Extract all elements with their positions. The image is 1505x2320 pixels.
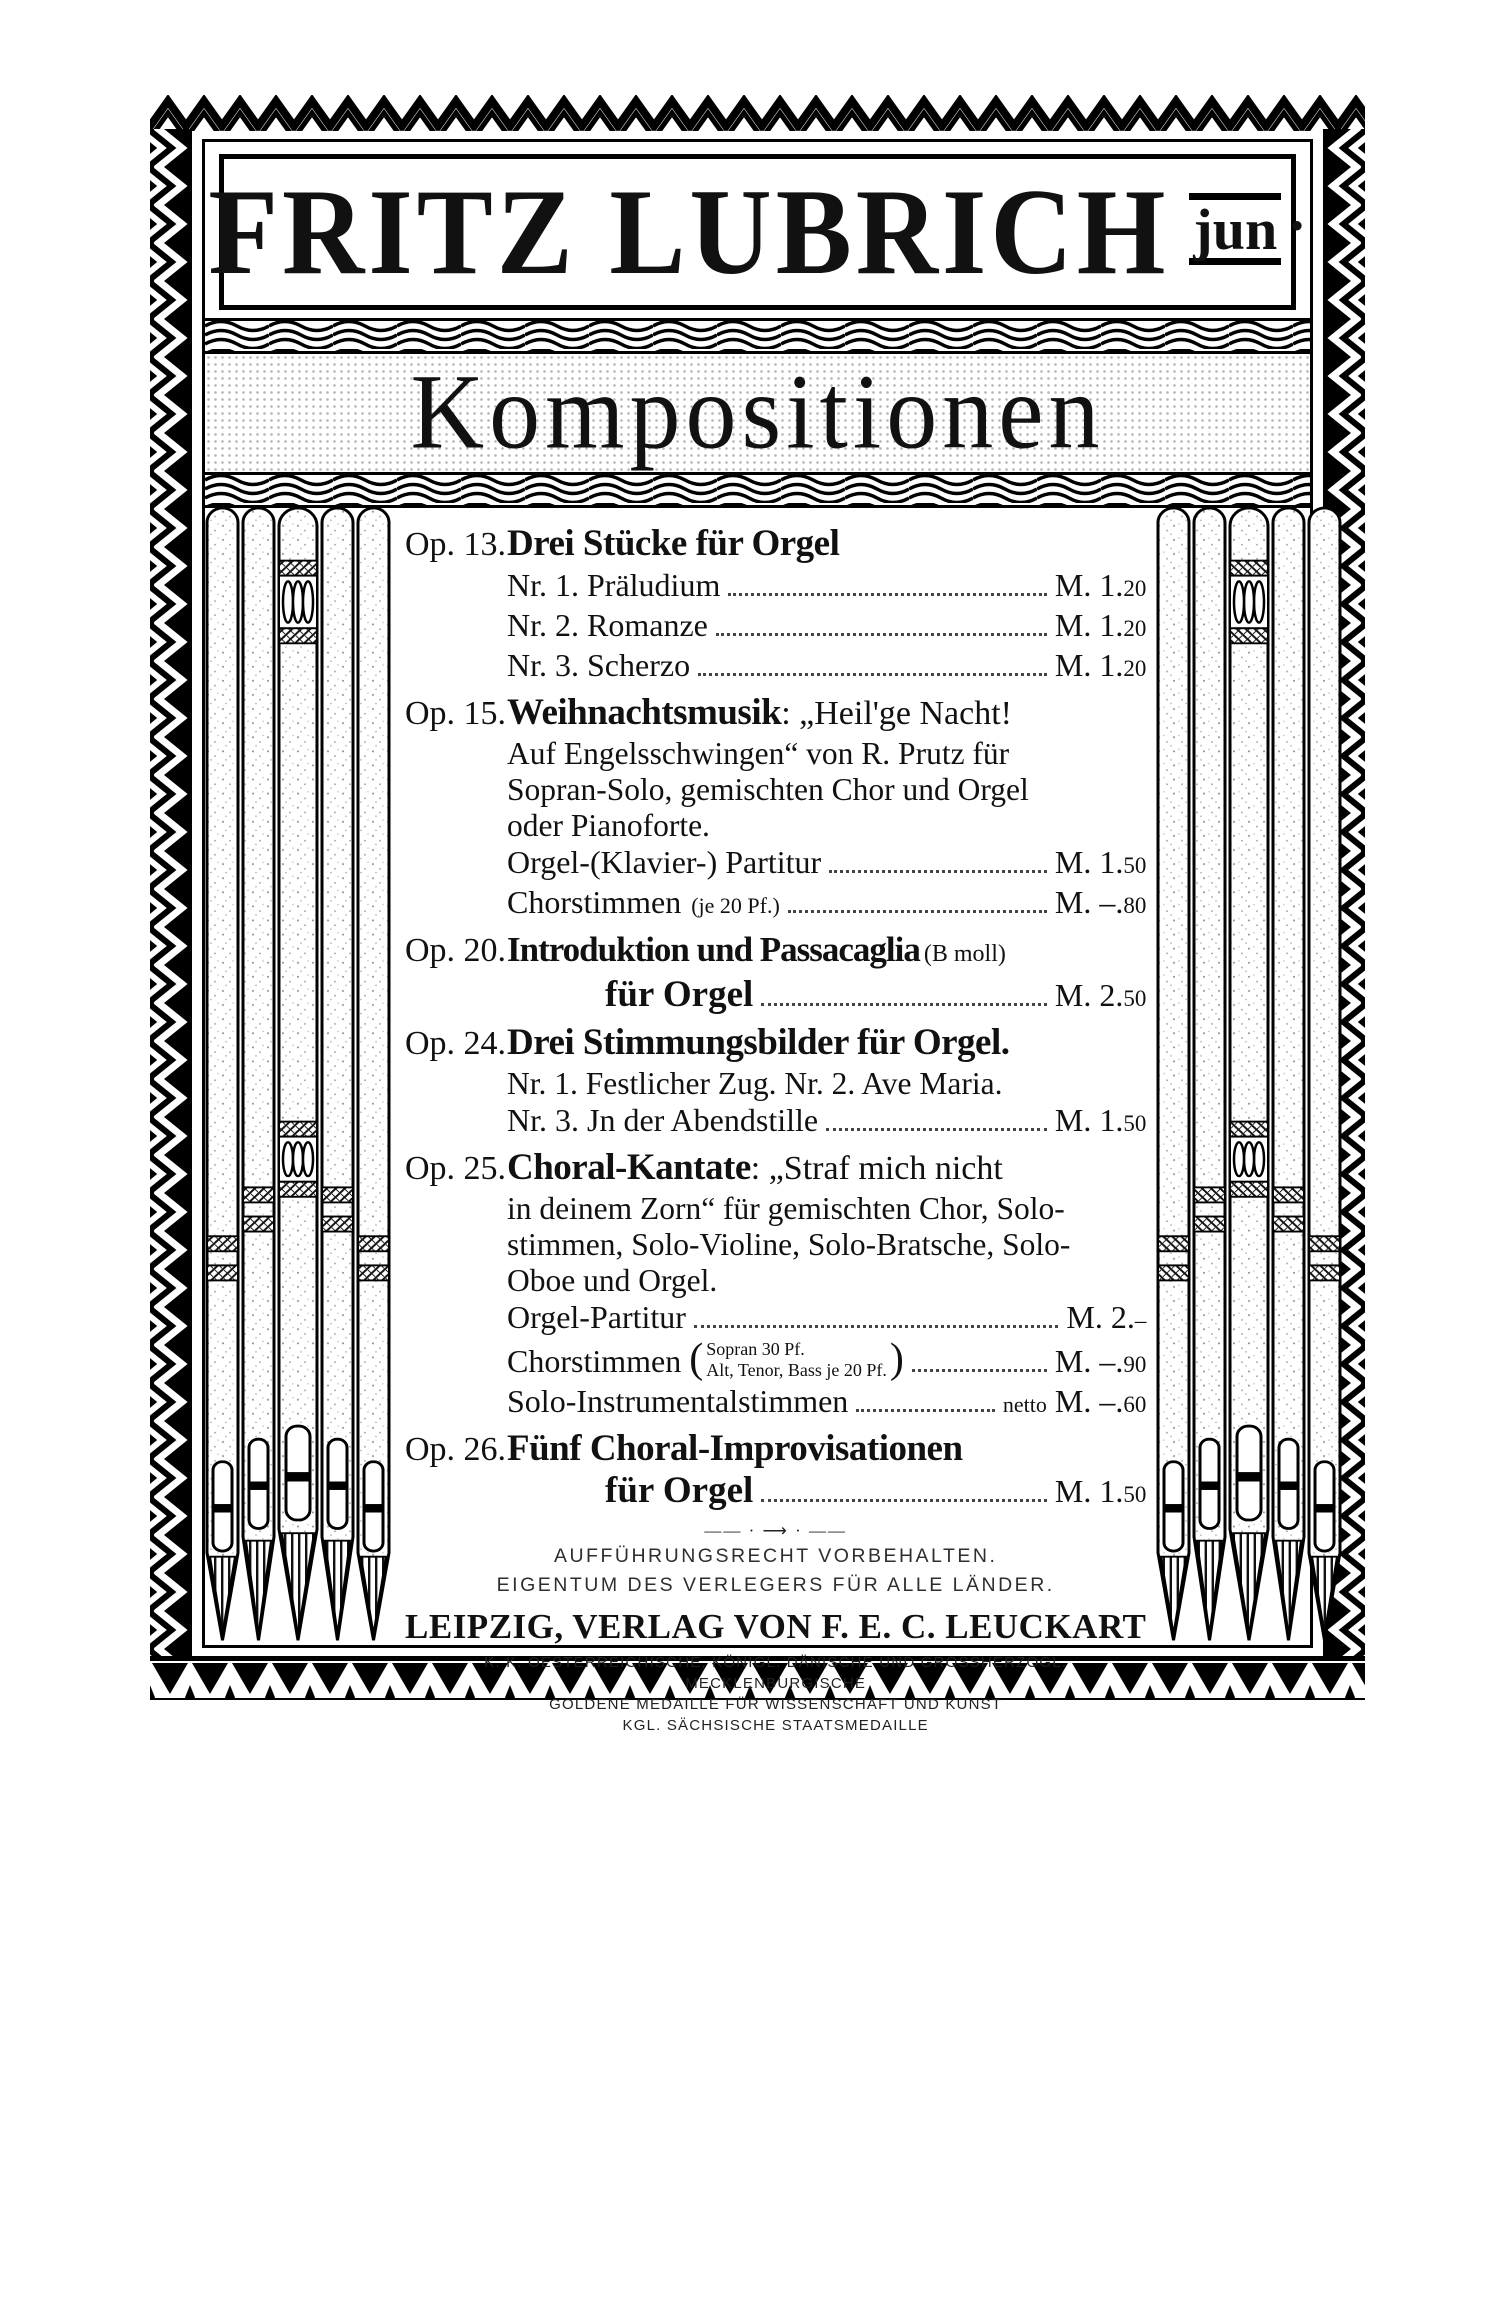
- border-zigzag-top: [150, 95, 1365, 131]
- main-area: [205, 508, 1310, 1735]
- price: M. 1.20: [1054, 567, 1147, 603]
- voice-price-note: ( Sopran 30 Pf. Alt, Tenor, Bass je 20 Pf. ): [689, 1336, 904, 1383]
- opus-number: Op. 20.: [405, 932, 507, 969]
- dotted-leader: [694, 1325, 1058, 1328]
- price: M. 1.50: [1054, 844, 1147, 880]
- work-entry: [405, 928, 1146, 1017]
- price-note: netto: [1002, 1392, 1047, 1418]
- dotted-leader: [912, 1369, 1047, 1372]
- price-row: Orgel-Partitur M. 2.–: [507, 1299, 1146, 1339]
- work-heading-row: [405, 928, 1146, 976]
- price: M. 2.50: [1054, 977, 1147, 1013]
- banner-word: Kompositionen: [410, 353, 1105, 472]
- price: M. 1.50: [1054, 1473, 1147, 1510]
- rights-notice-line: EIGENTUM DES VERLEGERS FÜR ALLE LÄNDER.: [496, 1574, 1055, 1597]
- dotted-leader: [826, 1128, 1047, 1131]
- price-note: (je 20 Pf.): [691, 893, 780, 918]
- work-description-line: stimmen, Solo-Violine, Solo-Bratsche, Solo-: [507, 1227, 1071, 1262]
- price-row: Chorstimmen (je 20 Pf.) M. –.80: [507, 884, 1146, 924]
- composer-name-suffix: jun ·: [1189, 193, 1306, 265]
- arrow-divider-ornament: —— · ⟶ · ——: [704, 1521, 848, 1541]
- work-heading-row: [405, 1146, 1146, 1191]
- price-row: für Orgel M. 1.50: [605, 1470, 1147, 1512]
- wave-ornament-band: [205, 472, 1310, 508]
- medal-line: GOLDENE MEDAILLE FÜR WISSENSCHAFT UND KUNST: [549, 1696, 1003, 1714]
- work-description-line: Oboe und Orgel.: [507, 1263, 718, 1298]
- dotted-leader: [698, 673, 1047, 676]
- opus-number: Op. 24.: [405, 1025, 507, 1062]
- work-entry: [405, 1146, 1146, 1423]
- opus-number: Op. 25.: [405, 1150, 507, 1187]
- price-row: Nr. 2. Romanze M. 1.20: [507, 607, 1146, 647]
- organ-pipes-right-illustration: [1156, 508, 1342, 1645]
- inner-frame: [202, 139, 1313, 1735]
- dotted-leader: [761, 1003, 1047, 1006]
- opus-number: Op. 26.: [405, 1431, 507, 1469]
- price: M. 1.20: [1054, 607, 1147, 643]
- price-row: Nr. 3. Scherzo M. 1.20: [507, 647, 1146, 687]
- work-description-line: Nr. 1. Festlicher Zug. Nr. 2. Ave Maria.: [507, 1066, 1003, 1101]
- work-description-line: oder Pianoforte.: [507, 808, 710, 843]
- medal-line: K. K. OESTERREICHISCHE, KÖNIGL. DÄNISCHE UND GROSSHERZOGL. MECKLENBURGISCHE: [484, 1654, 1068, 1693]
- price: M. –.90: [1054, 1343, 1147, 1380]
- work-heading-row: [405, 1427, 1146, 1472]
- dotted-leader: [761, 1499, 1047, 1502]
- composer-name: FRITZ LUBRICH: [208, 162, 1170, 301]
- price-row: für Orgel M. 2.50: [605, 974, 1147, 1015]
- price-row: Nr. 1. Präludium M. 1.20: [507, 567, 1146, 607]
- dotted-leader: [728, 593, 1047, 596]
- work-entry: [405, 691, 1146, 924]
- composer-title-box: [208, 154, 1307, 310]
- price-row: Orgel-(Klavier-) Partitur M. 1.50: [507, 844, 1146, 884]
- kompositionen-banner: [205, 354, 1310, 472]
- work-title: Drei Stücke für Orgel: [507, 523, 840, 564]
- work-title: Choral-Kantate: „Straf mich nicht: [507, 1147, 1003, 1188]
- opus-number: Op. 15.: [405, 695, 507, 732]
- dotted-leader: [716, 633, 1047, 636]
- work-entry: [405, 522, 1146, 687]
- price: M. –.60: [1054, 1383, 1147, 1420]
- work-description-line: Auf Engelsschwingen“ von R. Prutz für: [507, 736, 1010, 771]
- work-heading-row: [405, 522, 1146, 567]
- work-title: Introduktion und Passacaglia (B moll): [507, 930, 1006, 969]
- work-entry: [405, 1427, 1146, 1513]
- work-entry: [405, 1021, 1146, 1142]
- opus-number: Op. 13.: [405, 526, 507, 563]
- medal-line: KGL. SÄCHSISCHE STAATSMEDAILLE: [622, 1717, 929, 1735]
- works-list: [391, 508, 1156, 1735]
- price-row: Chorstimmen ( Sopran 30 Pf. Alt, Tenor, Bass je 20 Pf. ) M. –.90: [507, 1336, 1147, 1383]
- price-row: Solo-Instrumentalstimmen netto M. –.60: [507, 1383, 1146, 1423]
- rights-notice-line: AUFFÜHRUNGSRECHT VORBEHALTEN.: [553, 1545, 998, 1568]
- work-title: Weihnachtsmusik: „Heil'ge Nacht!: [507, 692, 1012, 733]
- price: M. 1.20: [1054, 647, 1147, 683]
- border-zigzag-left: [150, 129, 192, 1658]
- price: M. 2.–: [1066, 1299, 1147, 1335]
- work-heading-row: [405, 1021, 1146, 1066]
- work-description-line: Sopran-Solo, gemischten Chor und Orgel: [507, 772, 1029, 807]
- price: M. 1.50: [1054, 1102, 1147, 1138]
- dotted-leader: [788, 910, 1047, 913]
- wave-ornament-band: [205, 318, 1310, 354]
- work-heading-row: [405, 691, 1146, 736]
- work-description-line: in deinem Zorn“ für gemischten Chor, Solo-: [507, 1191, 1065, 1226]
- price-row: Nr. 3. Jn der Abendstille M. 1.50: [507, 1102, 1146, 1142]
- decorative-plate: [150, 95, 1365, 1735]
- dotted-leader: [856, 1409, 995, 1412]
- price: M. –.80: [1054, 884, 1147, 920]
- organ-pipes-left-illustration: [205, 508, 391, 1645]
- dotted-leader: [829, 870, 1047, 873]
- publisher-line: LEIPZIG, VERLAG VON F. E. C. LEUCKART: [405, 1607, 1147, 1647]
- work-title: Drei Stimmungsbilder für Orgel.: [507, 1022, 1010, 1063]
- work-title: Fünf Choral-Improvisationen: [507, 1428, 963, 1470]
